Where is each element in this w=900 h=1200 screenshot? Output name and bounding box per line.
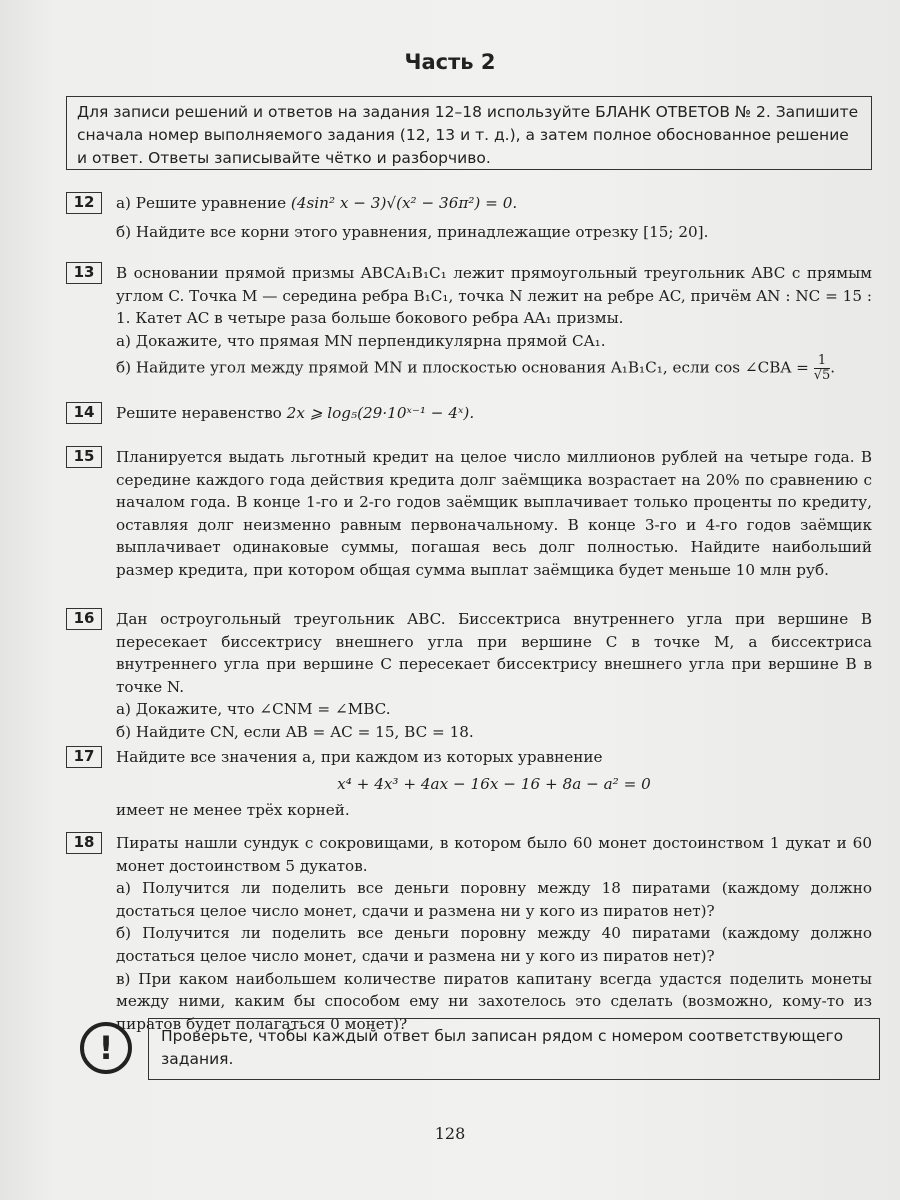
task-number: 12 xyxy=(66,192,102,214)
task-part-a: а) Решите уравнение (4sin² x − 3)√(x² − 36π²) = 0. xyxy=(116,194,518,212)
task-number: 16 xyxy=(66,608,102,630)
warning-text: Проверьте, чтобы каждый ответ был записан рядом с номером соответствующего задания. xyxy=(148,1018,880,1080)
inequality: 2x ⩾ log₅(29·10ˣ⁻¹ − 4ˣ). xyxy=(286,404,475,422)
equation: x⁴ + 4x³ + 4ax − 16x − 16 + 8a − a² = 0 xyxy=(337,774,651,793)
task-17 xyxy=(66,746,872,822)
task-part-b: б) Найдите угол между прямой MN и плоскостью основания A₁B₁C₁, если cos ∠CBA = $\frac{1}{√5}$ . xyxy=(116,353,836,384)
warning-block xyxy=(80,1018,880,1086)
task-text: Найдите все значения a, при каждом из которых уравнение xyxy=(116,748,603,766)
instructions-box: Для записи решений и ответов на задания 12–18 используйте БЛАНК ОТВЕТОВ № 2. Запишите сначала номер выполняемого задания (12, 13 и т. д.), а затем полное обоснованное решение и ответ. Ответы записывайте чётко и разборчиво. xyxy=(66,96,872,170)
task-14 xyxy=(66,402,872,425)
task-12 xyxy=(66,192,872,243)
task-18 xyxy=(66,832,872,1035)
task-intro: В основании прямой призмы ABCA₁B₁C₁ лежит прямоугольный треугольник ABC с прямым углом C. Точка M — середина ребра B₁C₁, точка N лежит на ребре AC, причём AN : NC = 15 : 1. Катет AC в четыре раза больше бокового ребра AA₁ призмы. xyxy=(116,264,872,328)
task-part-a: а) Получится ли поделить все деньги поровну между 18 пиратами (каждому должно достаться целое число монет, сдачи и размена ни у кого из пиратов нет)? xyxy=(116,879,872,920)
task-number: 14 xyxy=(66,402,102,424)
page-title: Часть 2 xyxy=(404,50,496,74)
equation: (4sin² x − 3)√(x² − 36π²) = 0. xyxy=(290,194,518,212)
task-text: Решите неравенство 2x ⩾ log₅(29·10ˣ⁻¹ − 4ˣ). xyxy=(116,404,475,422)
page-number: 128 xyxy=(434,1124,466,1143)
task-part-b: б) Найдите все корни этого уравнения, принадлежащие отрезку [15; 20]. xyxy=(116,222,709,241)
task-number: 17 xyxy=(66,746,102,768)
task-number: 18 xyxy=(66,832,102,854)
task-text: Планируется выдать льготный кредит на целое число миллионов рублей на четыре года. В середине каждого года действия кредита долг заёмщика возрастает на 20% по сравнению с началом года. В конце 1-го и 2-го годов заёмщик выплачивает только проценты по кредиту, оставляя долг неизменно равным первоначальному. В конце 3-го и 4-го годов заёмщик выплачивает одинаковые суммы, погашая весь долг полностью. Найдите наибольший размер кредита, при котором общая сумма выплат заёмщика будет меньше 10 млн руб. xyxy=(116,448,872,579)
task-number: 13 xyxy=(66,262,102,284)
task-tail: имеет не менее трёх корней. xyxy=(116,801,350,820)
exclamation-icon: ! xyxy=(80,1022,132,1074)
task-16 xyxy=(66,608,872,744)
task-part-b: б) Найдите CN, если AB = AC = 15, BC = 18. xyxy=(116,722,474,741)
task-part-a: а) Докажите, что ∠CNM = ∠MBC. xyxy=(116,700,391,719)
task-13 xyxy=(66,262,872,383)
task-part-c: в) При каком наибольшем количестве пиратов капитану всегда удастся поделить монеты между ними, каким бы способом ему ни захотелось это сделать (возможно, кому-то из пиратов будет полагаться 0 монет)? xyxy=(116,969,872,1033)
task-part-b: б) Получится ли поделить все деньги поровну между 40 пиратами (каждому должно достаться целое число монет, сдачи и размена ни у кого из пиратов нет)? xyxy=(116,924,872,965)
task-intro: Пираты нашли сундук с сокровищами, в котором было 60 монет достоинством 1 дукат и 60 монет достоинством 5 дукатов. xyxy=(116,834,872,875)
task-part-a: а) Докажите, что прямая MN перпендикулярна прямой CA₁. xyxy=(116,331,606,350)
task-15 xyxy=(66,446,872,582)
task-intro: Дан остроугольный треугольник ABC. Биссектриса внутреннего угла при вершине B пересекает биссектрису внешнего угла при вершине C в точке M, а биссектриса внутреннего угла при вершине C пересекает биссектрису внешнего угла при вершине B в точке N. xyxy=(116,610,872,696)
fraction: $\frac{1}{√5}$ xyxy=(813,353,831,384)
task-number: 15 xyxy=(66,446,102,468)
